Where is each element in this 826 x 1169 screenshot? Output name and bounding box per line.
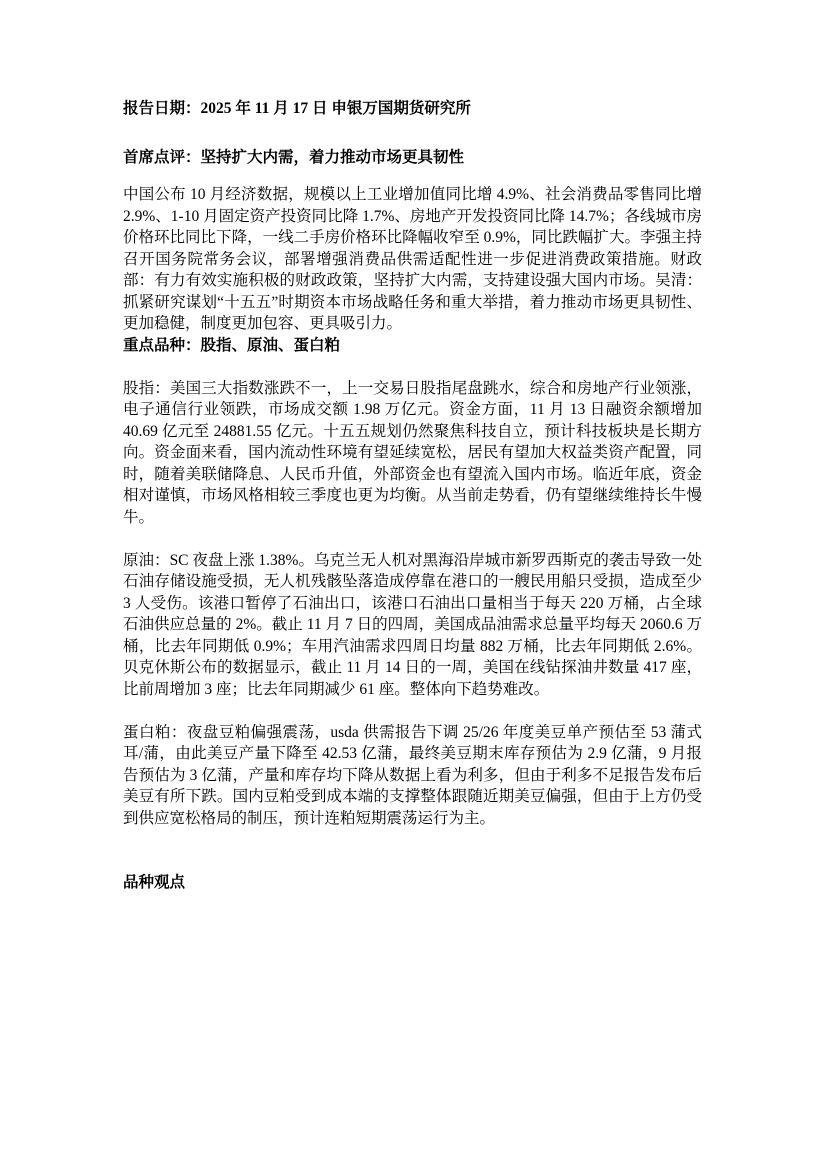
chief-comment-headline: 首席点评：坚持扩大内需，着力推动市场更具韧性 — [123, 148, 465, 166]
section-stock-index: 股指：美国三大指数涨跌不一，上一交易日股指尾盘跳水，综合和房地产行业领涨，电子通信行业领跌，市场成交额 1.98 万亿元。资金方面，11 月 13 日融资余额增加 40.69 亿元至 24881.55 亿元。十五五规划仍然聚焦科技自立，预计科技板块是长期方向。资金面来看，国内流动性环境有望延续宽松，居民有望加大权益类资产配置，同时，随着美联储降息、人民币升值，外部资金也有望流入国内市场。临近年底，资金相对谨慎，市场风格相较三季度也更为均衡。从当前走势看，仍有望继续维持长牛慢牛。 — [123, 379, 702, 526]
key-varieties-heading: 重点品种：股指、原油、蛋白粕 — [123, 336, 341, 354]
summary-paragraph: 中国公布 10 月经济数据，规模以上工业增加值同比增 4.9%、社会消费品零售同比增 2.9%、1-10 月固定资产投资同比降 1.7%、房地产开发投资同比降 14.7%；各线城市房价格环比同比下降，一线二手房价格环比降幅收窄至 0.9%，同比跌幅扩大。李强主持召开国务院常务会议，部署增强消费品供需适配性进一步促进消费政策措施。财政部：有力有效实施积极的财政政策，坚持扩大内需，支持建设强大国内市场。吴清：抓紧研究谋划“十五五”时期资本市场战略任务和重大举措，着力推动市场更具韧性、更加稳健，制度更加包容、更具吸引力。 — [123, 186, 702, 332]
section-crude-oil: 原油：SC 夜盘上涨 1.38%。乌克兰无人机对黑海沿岸城市新罗西斯克的袭击导致一处石油存储设施受损，无人机残骸坠落造成停靠在港口的一艘民用船只受损，造成至少 3 人受伤。该港口暂停了石油出口，该港口石油出口量相当于每天 220 万桶，占全球石油供应总量的 2%。截止 11 月 7 日的四周，美国成品油需求总量平均每天 2060.6 万桶，比去年同期低 0.9%；车用汽油需求四周日均量 882 万桶，比去年同期低 2.6%。贝克休斯公布的数据显示，截止 11 月 14 日的一周，美国在线钻探油井数量 417 座，比前周增加 3 座；比去年同期减少 61 座。整体向下趋势难改。 — [123, 551, 702, 698]
varieties-viewpoint-heading: 品种观点 — [123, 874, 186, 891]
section-protein-meal: 蛋白粕：夜盘豆粕偏强震荡，usda 供需报告下调 25/26 年度美豆单产预估至 53 蒲式耳/蒲，由此美豆产量下降至 42.53 亿蒲，最终美豆期末库存预估为 2.9 亿蒲，9 月报告预估为 3 亿蒲，产量和库存均下降从数据上看为利多，但由于利多不足报告发布后美豆有所下跌。国内豆粕受到成本端的支撑整体跟随近期美豆偏强，但由于上方仍受到供应宽松格局的制压，预计连粕短期震荡运行为主。 — [123, 723, 702, 827]
report-date-line: 报告日期：2025 年 11 月 17 日 申银万国期货研究所 — [123, 100, 471, 117]
